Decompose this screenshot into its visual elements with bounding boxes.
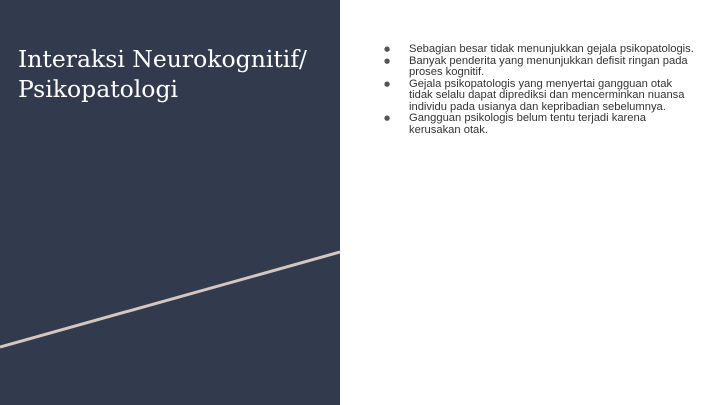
bullet-icon: ● (384, 56, 391, 65)
list-item (384, 113, 694, 136)
bullet-text: Sebagian besar tidak menunjukkan gejala psikopatologis. (409, 43, 694, 55)
bullet-text: Gangguan psikologis belum tentu terjadi karena kerusakan otak. (409, 112, 646, 136)
bullet-text: Gejala psikopatologis yang menyertai gangguan otak tidak selalu dapat diprediksi dan mencerminkan nuansa individu pada usianya dan kepribadian sebelumnya. (409, 77, 685, 113)
accent-line (0, 0, 340, 405)
title-panel (0, 0, 340, 405)
bullet-icon: ● (384, 114, 391, 122)
bullet-icon: ● (384, 45, 391, 53)
bullet-icon: ● (384, 79, 391, 88)
list-item (384, 79, 694, 114)
bullet-list (384, 44, 694, 136)
slide-title: Interaksi Neurokognitif/ Psikopatologi (18, 45, 307, 103)
accent-stroke (0, 252, 340, 347)
bullet-text: Banyak penderita yang menunjukkan defisit ringan pada proses kognitif. (409, 54, 688, 78)
list-item (384, 56, 694, 79)
